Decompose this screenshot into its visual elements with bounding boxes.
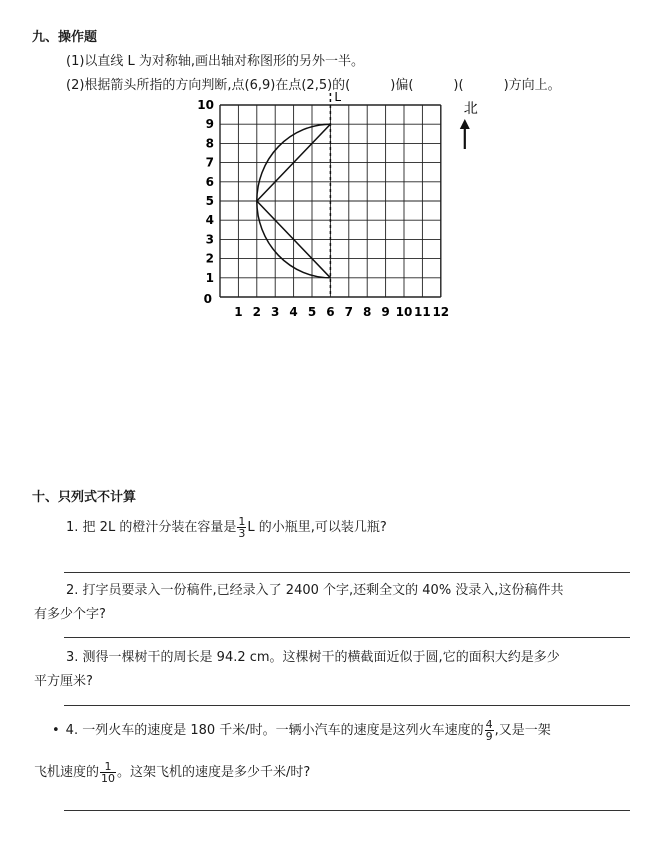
x-tick-label: 7 [344, 305, 353, 319]
north-indicator [460, 101, 478, 149]
section10-title: 十、只列式不计算 [32, 490, 137, 505]
x-tick-label: 11 [414, 305, 431, 319]
fraction-four-ninths: $\frac{4}{9}$ [485, 718, 493, 743]
north-arrow-head-icon [460, 119, 470, 129]
x-tick-label: 4 [289, 305, 298, 319]
y-tick-label: 3 [205, 232, 214, 247]
x-tick-label: 10 [395, 305, 413, 319]
section10-q2-line2: 有多少个字? [34, 607, 106, 622]
fraction-one-third: $\frac{1}{3}$ [238, 515, 246, 540]
y-tick-label: 7 [205, 155, 214, 170]
section10-q2-line1: 2. 打字员要录入一份稿件,已经录入了 2400 个字,还剩全文的 40% 没录入,这份稿件共 [66, 583, 564, 598]
y-tick-label: 8 [205, 136, 214, 151]
section9-q2: (2)根据箭头所指的方向判断,点(6,9)在点(2,5)的( )偏( )( )方向上。 [66, 78, 561, 93]
x-tick-label: 1 [234, 305, 243, 319]
answer-line-3[interactable] [64, 705, 630, 706]
x-tick-label: 2 [252, 305, 261, 319]
answer-line-4[interactable] [64, 810, 630, 811]
y-tick-label: 1 [205, 270, 214, 285]
answer-line-2[interactable] [64, 637, 630, 638]
coordinate-grid [180, 90, 480, 325]
y-tick-label: 10 [197, 98, 214, 112]
section10-q4-line2: 飞机速度的 $\frac{1}{10}$ 。这架飞机的速度是多少千米/时? [34, 760, 311, 785]
origin-label: 0 [203, 292, 212, 306]
fraction-one-tenth: $\frac{1}{10}$ [101, 760, 116, 785]
x-tick-label: 6 [326, 305, 335, 319]
section9-q1: (1)以直线 L 为对称轴,画出轴对称图形的另外一半。 [66, 54, 365, 69]
symmetry-axis-l [330, 90, 341, 297]
section10-q4-line1: • 4. 一列火车的速度是 180 千米/时。一辆小汽车的速度是这列火车速度的 $\frac{4}{9}$ ,又是一架 [52, 718, 551, 743]
section9-title: 九、操作题 [32, 30, 98, 45]
y-tick-label: 9 [205, 117, 214, 132]
axis-label: L [334, 90, 342, 104]
answer-line-1[interactable] [64, 572, 630, 573]
x-tick-label: 8 [363, 305, 372, 319]
x-tick-label: 5 [307, 305, 317, 319]
x-tick-label: 3 [271, 305, 280, 319]
section10-q1: 1. 把 2L 的橙汁分装在容量是 $\frac{1}{3}$ L 的小瓶里,可以装几瓶? [66, 515, 387, 540]
section10-q3-line1: 3. 测得一棵树干的周长是 94.2 cm。这棵树干的横截面近似于圆,它的面积大约是多少 [66, 650, 560, 665]
x-tick-label: 9 [381, 305, 390, 319]
y-tick-label: 6 [205, 174, 214, 189]
y-tick-label: 4 [205, 213, 214, 228]
section10-q3-line2: 平方厘米? [34, 674, 93, 689]
y-tick-label: 5 [205, 194, 214, 208]
x-tick-label: 12 [432, 305, 450, 319]
north-label: 北 [463, 101, 478, 117]
y-tick-label: 2 [205, 251, 214, 266]
